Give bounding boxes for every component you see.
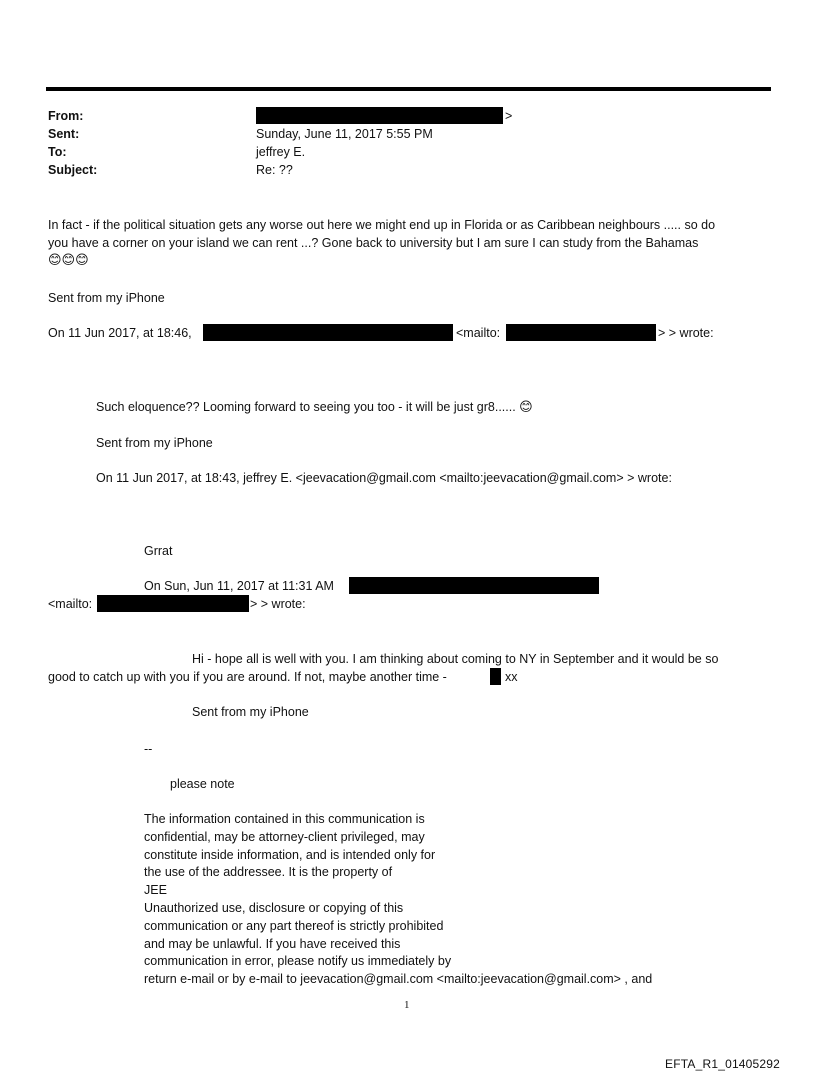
original-line-1: Hi - hope all is well with you. I am thinking about coming to NY in September and it would be so: [192, 652, 719, 666]
from-suffix: >: [505, 109, 513, 123]
smile-emoji: 😊: [519, 400, 533, 415]
header-rule: [46, 87, 771, 91]
document-id: EFTA_R1_01405292: [665, 1057, 781, 1071]
disclaimer-line: JEE: [144, 883, 167, 898]
quote1-suffix: > > wrote:: [658, 326, 714, 340]
reply2-text-content: Such eloquence?? Looming forward to seeing you too - it will be just gr8......: [96, 400, 516, 414]
disclaimer-line: communication in error, please notify us immediately by: [144, 954, 452, 969]
subject-value: Re: ??: [256, 163, 293, 177]
disclaimer-line: the use of the addressee. It is the property of: [144, 865, 393, 880]
subject-label: Subject:: [48, 163, 98, 177]
page-number: 1: [404, 999, 410, 1011]
quote1-prefix: On 11 Jun 2017, at 18:46,: [48, 326, 192, 340]
disclaimer-line: The information contained in this communication is: [144, 812, 425, 826]
disclaimer-line: return e-mail or by e-mail to jeevacation@gmail.com <mailto:jeevacation@gmail.com> , and: [144, 972, 653, 987]
sent-value: Sunday, June 11, 2017 5:55 PM: [256, 127, 433, 141]
original-sent-from: Sent from my iPhone: [192, 705, 309, 719]
from-label: From:: [48, 109, 84, 123]
quote1-mailto: <mailto:: [456, 326, 501, 340]
from-redaction: [256, 107, 503, 124]
sent-label: Sent:: [48, 127, 80, 141]
grrat-text: Grrat: [144, 544, 173, 558]
sent-from-iphone: Sent from my iPhone: [48, 291, 165, 305]
original-line-2b: xx: [505, 670, 518, 684]
initial-redaction: [490, 668, 501, 685]
quote1-email-redaction: [506, 324, 656, 341]
to-label: To:: [48, 145, 67, 159]
body-line-1: In fact - if the political situation gets any worse out here we might end up in Florida or as Caribbean neighbours ..... so do: [48, 218, 716, 232]
quote1-name-redaction: [203, 324, 453, 341]
disclaimer-line: and may be unlawful. If you have received this: [144, 936, 401, 951]
please-note: please note: [170, 777, 235, 791]
smile-emoji-group: 😊😊😊: [48, 253, 89, 268]
reply2-sent-from: Sent from my iPhone: [96, 436, 213, 450]
quote3-prefix: On Sun, Jun 11, 2017 at 11:31 AM: [144, 579, 334, 593]
signature-dashes: --: [144, 742, 153, 756]
original-line-2a: good to catch up with you if you are around. If not, maybe another time -: [48, 670, 447, 684]
reply2-text: [96, 399, 533, 416]
disclaimer-line: Unauthorized use, disclosure or copying of this: [144, 901, 404, 915]
disclaimer-line: confidential, may be attorney-client privileged, may: [144, 829, 425, 844]
quote3-email-redaction: [97, 595, 249, 612]
disclaimer-line: constitute inside information, and is intended only for: [144, 847, 436, 862]
quote2-line: On 11 Jun 2017, at 18:43, jeffrey E. <jeevacation@gmail.com <mailto:jeevacation@gmail.com> > wrote:: [96, 471, 672, 485]
body-line-2: you have a corner on your island we can rent ...? Gone back to university but I am sure I can study from the Bahamas: [48, 236, 699, 250]
quote3-mailto: <mailto:: [48, 597, 93, 611]
quote3-name-redaction: [349, 577, 599, 594]
to-value: jeffrey E.: [256, 145, 306, 159]
disclaimer-line: communication or any part thereof is strictly prohibited: [144, 918, 444, 933]
quote3-suffix: > > wrote:: [250, 597, 306, 611]
